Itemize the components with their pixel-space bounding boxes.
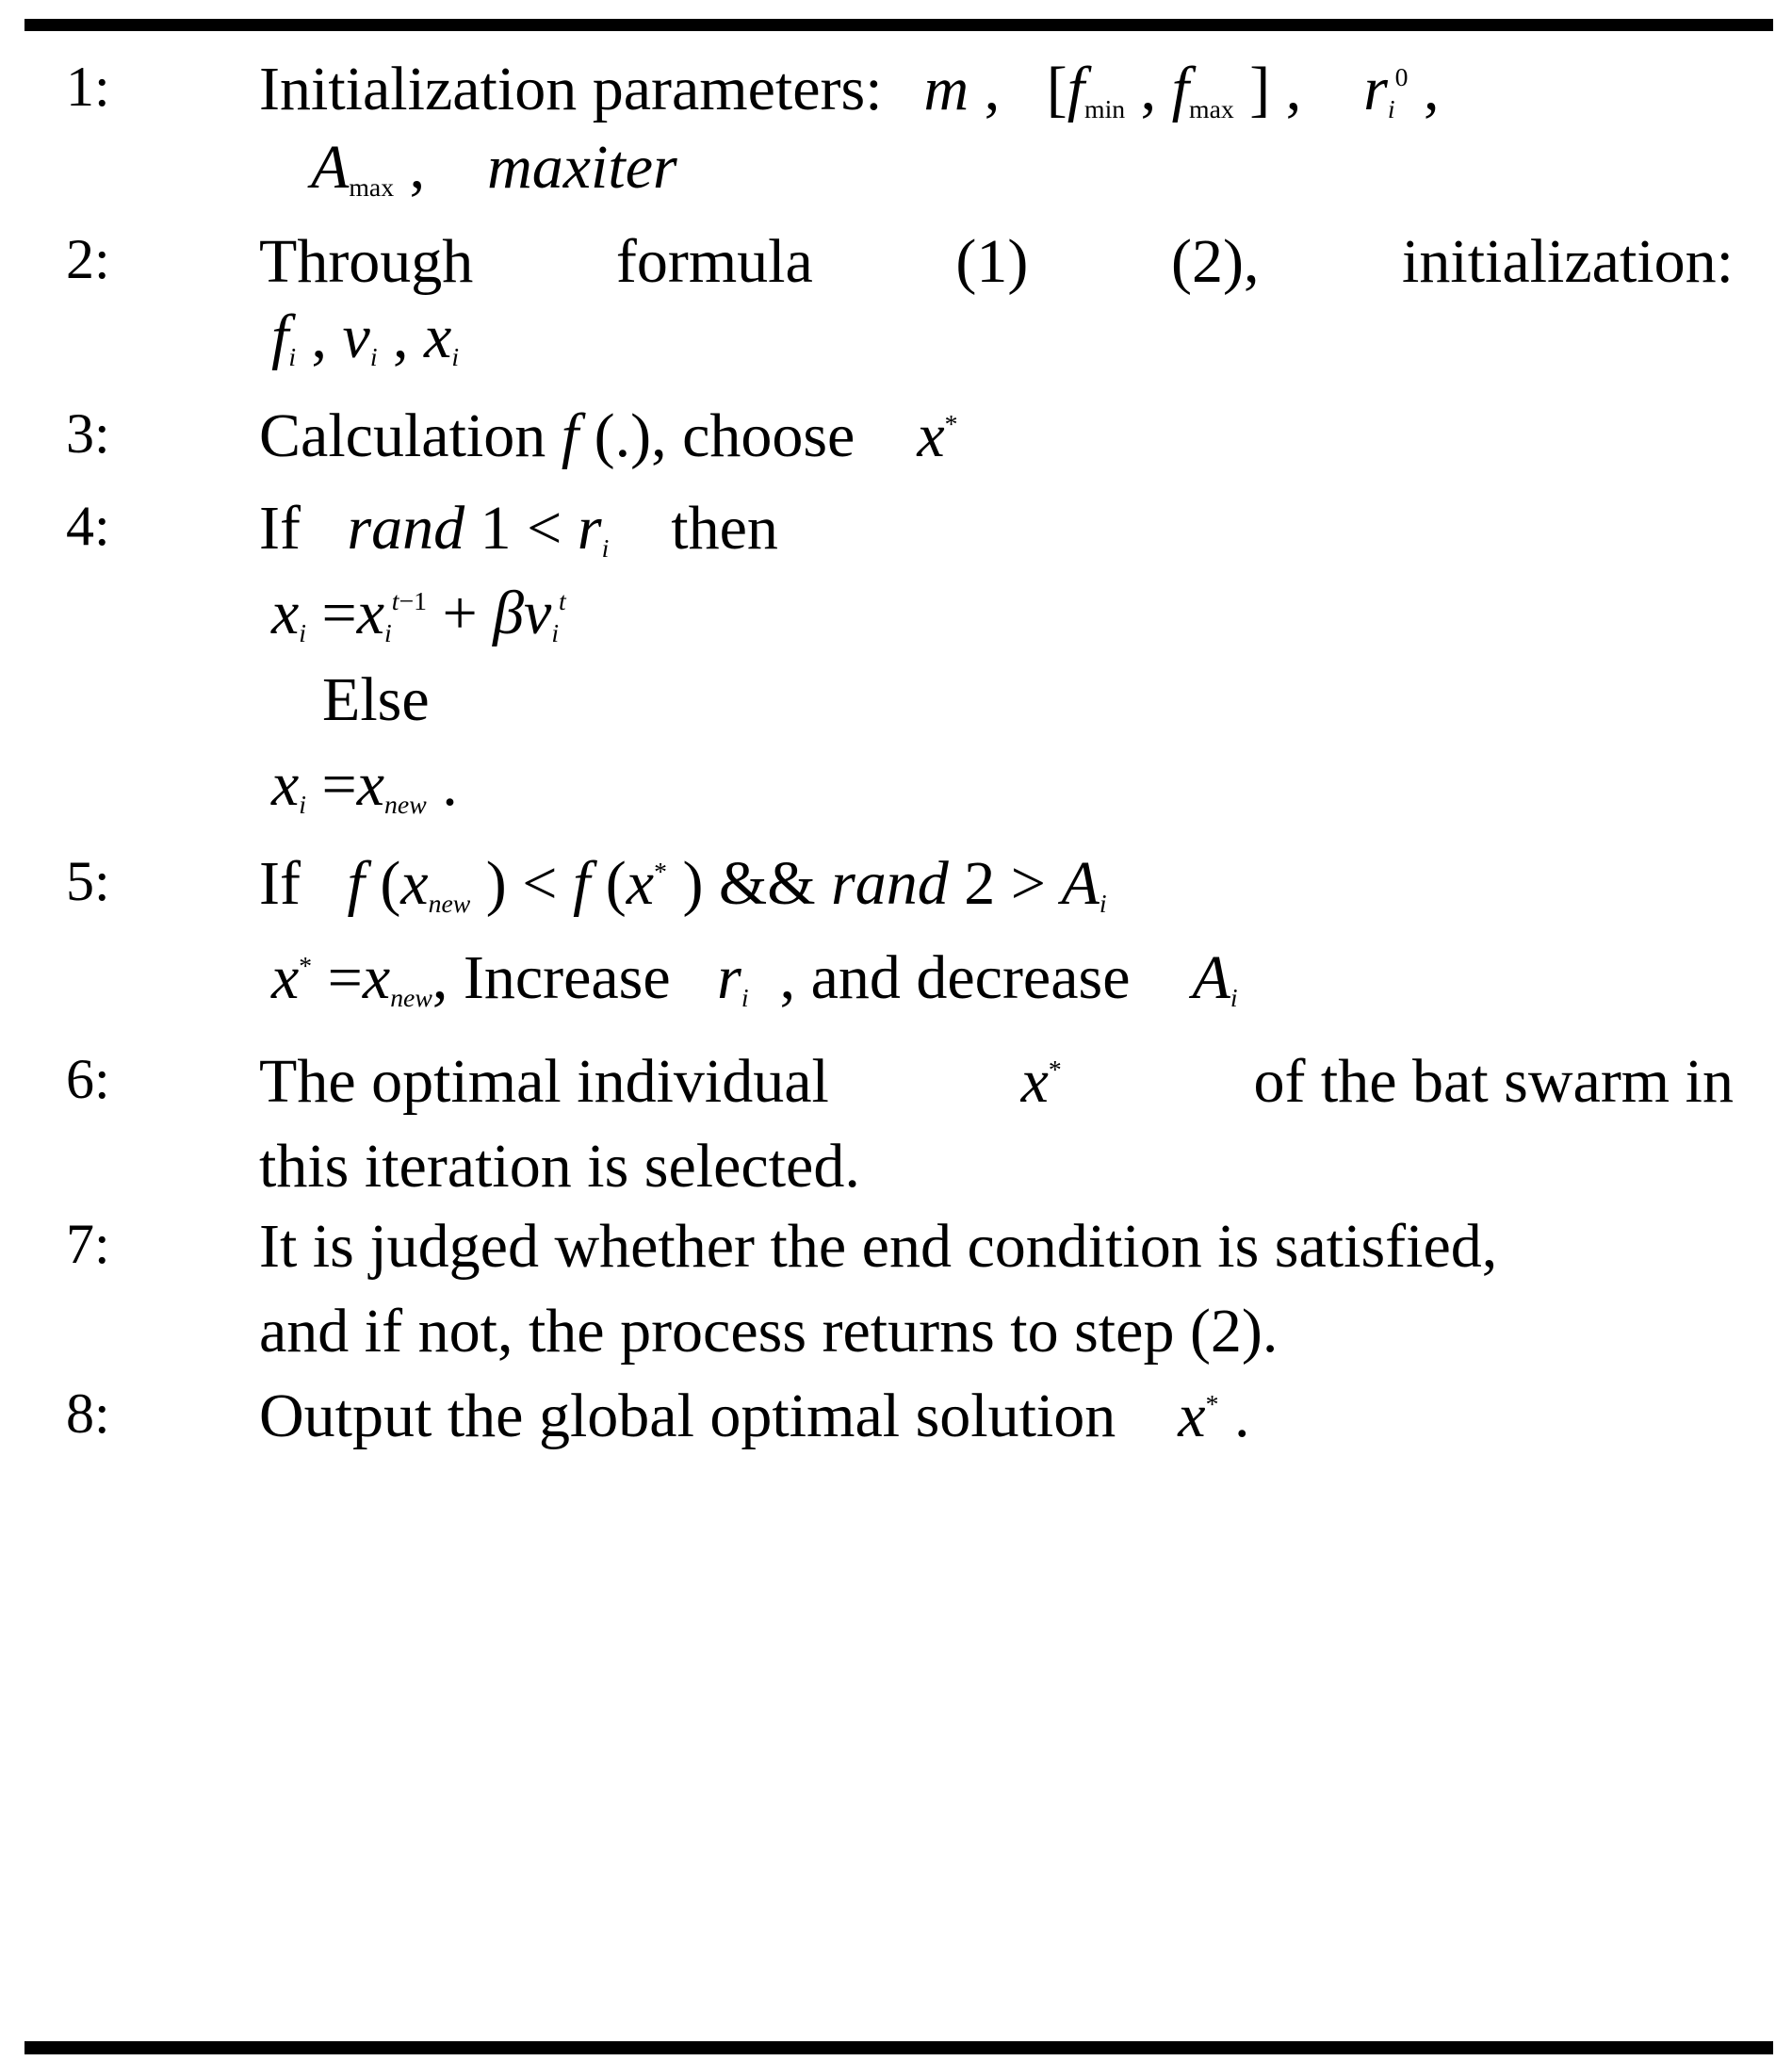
step-number: 8: — [66, 1382, 110, 1445]
step-4-line-3 — [0, 665, 1792, 763]
step-text: Output the global optimal solution x* . — [259, 1382, 1250, 1450]
step-number: 3: — [66, 402, 110, 465]
bottom-rule — [24, 2041, 1773, 2054]
step-number: 2: — [66, 228, 110, 290]
step-text: $x_i =x_i^{t-1} + \beta v_i^t$ — [271, 579, 566, 647]
step-text: and if not, the process returns to step (2). — [259, 1297, 1279, 1366]
step-text: Calculation f (.), choose x* — [259, 401, 958, 470]
step-text: $A_{max}$ , maxiter — [311, 133, 677, 202]
step-7-line-1 — [0, 1212, 1792, 1310]
step-text: It is judged whether the end condition is satisfied, — [259, 1212, 1498, 1281]
step-5-line-1 — [0, 849, 1792, 947]
step-8-line-1 — [0, 1382, 1792, 1480]
step-text: this iteration is selected. — [259, 1132, 860, 1201]
step-text: If rand $1 < r_i$ then — [259, 494, 778, 563]
top-rule — [24, 19, 1773, 31]
step-7-line-2 — [0, 1297, 1792, 1395]
step-number: 4: — [66, 495, 110, 557]
step-1-line-2 — [0, 133, 1792, 231]
step-number: 6: — [66, 1048, 110, 1110]
step-number: 5: — [66, 850, 110, 912]
step-text: Else — [322, 665, 430, 734]
step-text: The optimal individual x* of the bat swarm in — [259, 1047, 1734, 1116]
step-3-line-1 — [0, 401, 1792, 499]
step-text: Through formula (1) (2), initialization: — [259, 227, 1734, 296]
step-text: If f ($x_{new}$ ) < f (x* ) && rand $2 > A_i$ — [259, 849, 1107, 918]
step-text: $f_i$ , $v_i$ , $x_i$ — [271, 303, 460, 371]
step-4-line-1 — [0, 494, 1792, 592]
step-text: Initialization parameters: m , [$f_{min}$ , $f_{max}$ ] , $r_i^0$ , — [259, 55, 1440, 123]
step-2-line-2 — [0, 303, 1792, 401]
step-text: $x^* =x_{new}$, Increase $r_i$ , and decrease $A_i$ — [271, 943, 1238, 1012]
step-text: $x_i =x_{new}$ . — [271, 750, 458, 819]
step-6-line-1 — [0, 1047, 1792, 1145]
step-4-line-4 — [0, 750, 1792, 848]
step-5-line-2 — [0, 943, 1792, 1041]
step-number: 7: — [66, 1213, 110, 1275]
step-number: 1: — [66, 56, 110, 118]
step-4-line-2 — [0, 579, 1792, 677]
